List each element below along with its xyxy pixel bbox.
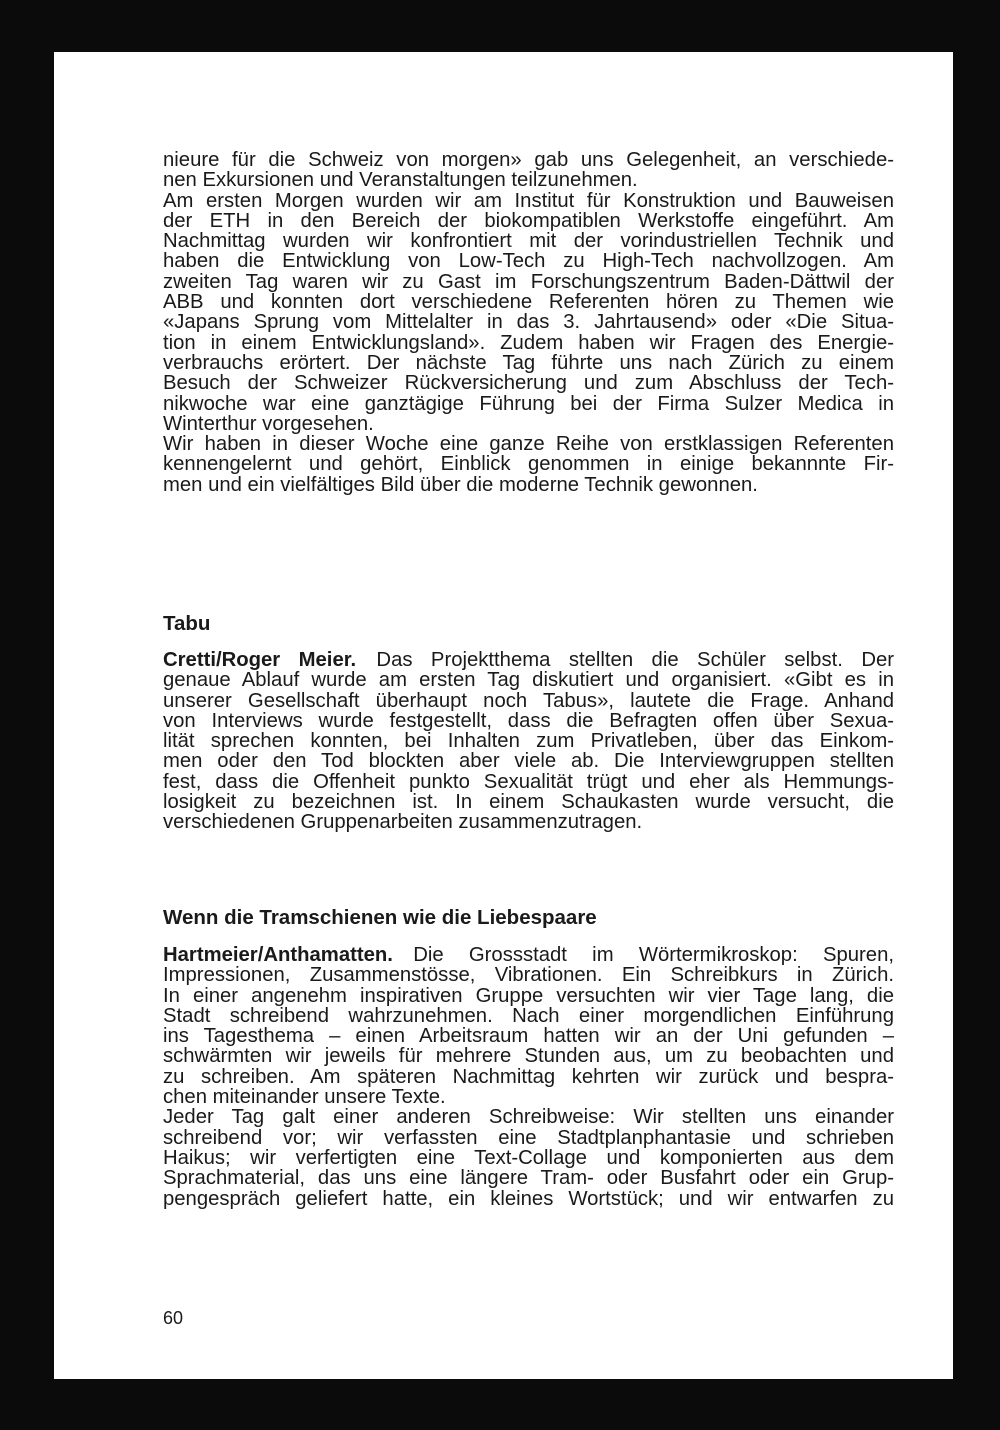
text-line xyxy=(163,1003,894,1027)
line-text: Am ersten Morgen wurden wir am Institut für Konstruktion und Bauweisen xyxy=(163,189,894,212)
line-text: Nachmittag wurden wir konfrontiert mit der vorindustriellen Technik und xyxy=(163,230,894,253)
line-text: Sprachmaterial, das uns eine längere Tram- oder Busfahrt oder ein Grup- xyxy=(163,1167,894,1190)
section-heading-tramschienen: Wenn die Tramschienen wie die Liebespaare xyxy=(163,906,597,929)
line-text: schreibend vor; wir verfassten eine Stadtplanphantasie und schrieben xyxy=(163,1126,894,1149)
line-text: Die Grossstadt im Wörtermikroskop: Spuren, xyxy=(413,944,894,966)
text-line xyxy=(163,330,894,354)
text-line xyxy=(163,289,894,314)
text-line xyxy=(163,983,894,1007)
text-line xyxy=(163,647,894,671)
line-text: pengespräch geliefert hatte, ein kleines Wortstück; und wir entwarfen zu xyxy=(163,1187,894,1210)
text-line xyxy=(163,1023,894,1048)
line-text: Impressionen, Zusammenstösse, Vibrationen. Ein Schreibkurs in Zürich. xyxy=(163,964,894,987)
line-text: fest, dass die Offenheit punkto Sexualität trügt und eher als Hemmungs- xyxy=(163,770,894,793)
line-text: nieure für die Schweiz von morgen» gab uns Gelegenheit, an verschiede- xyxy=(163,149,894,171)
line-text: zweiten Tag waren wir zu Gast im Forschungszentrum Baden-Dättwil der xyxy=(163,270,894,293)
line-text: nen Exkursionen und Veranstaltungen teilzunehmen. xyxy=(163,169,638,192)
line-text: Haikus; wir verfertigten eine Text-Collage und komponierten aus dem xyxy=(163,1146,894,1169)
text-line xyxy=(163,228,894,253)
text-line xyxy=(163,1165,894,1190)
line-text: Winterthur vorgesehen. xyxy=(163,412,374,435)
line-text: kennengelernt und gehört, Einblick genommen in einige bekannnte Fir- xyxy=(163,453,894,476)
line-text: Jeder Tag galt einer anderen Schreibweise: Wir stellten uns einander xyxy=(163,1106,894,1129)
line-text: ABB und konnten dort verschiedene Referenten hören zu Themen wie xyxy=(163,291,894,314)
author-runin: Hartmeier/Anthamatten. xyxy=(163,944,393,966)
text-line xyxy=(163,1125,894,1149)
section-heading-tabu: Tabu xyxy=(163,612,211,635)
line-text: men oder den Tod blockten aber viele ab. Die Interviewgruppen stellten xyxy=(163,750,894,773)
text-line xyxy=(163,208,894,232)
text-line xyxy=(163,789,894,814)
line-text: ins Tagesthema – einen Arbeitsraum hatten wir an der Uni gefunden – xyxy=(163,1025,894,1048)
text-line xyxy=(163,748,894,773)
line-text: Wir haben in dieser Woche eine ganze Reihe von erstklassigen Referenten xyxy=(163,433,894,456)
line-text: verschiedenen Gruppenarbeiten zusammenzutragen. xyxy=(163,811,643,834)
line-text: verbrauchs erörtert. Der nächste Tag führte uns nach Zürich zu einem xyxy=(163,351,894,374)
text-line xyxy=(163,1043,894,1068)
text-line xyxy=(163,688,894,712)
line-text: schwärmten wir jeweils für mehrere Stunden aus, um zu beobachten und xyxy=(163,1045,894,1068)
text-line xyxy=(163,188,894,212)
text-line xyxy=(163,269,894,293)
text-line xyxy=(163,962,894,987)
intro-section xyxy=(163,147,894,496)
text-line xyxy=(163,431,894,456)
author-runin: Cretti/Roger Meier. xyxy=(163,649,357,671)
tramschienen-section xyxy=(163,942,894,1210)
line-text: haben die Entwicklung von Low-Tech zu High-Tech nachvollzogen. Am xyxy=(163,250,894,273)
line-text: zu schreiben. Am späteren Nachmittag kehrten wir zurück und bespra- xyxy=(163,1065,894,1088)
page-number: 60 xyxy=(163,1308,184,1328)
text-line xyxy=(163,309,894,334)
line-text: In einer angenehm inspirativen Gruppe versuchten wir vier Tage lang, die xyxy=(163,984,894,1007)
text-line xyxy=(163,248,894,273)
text-line xyxy=(163,350,894,374)
text-line xyxy=(163,391,894,415)
line-text: lität sprechen konnten, bei Inhalten zum Privatleben, über das Einkom- xyxy=(163,730,894,753)
tabu-section xyxy=(163,647,894,834)
line-text: Besuch der Schweizer Rückversicherung und zum Abschluss der Tech- xyxy=(163,372,894,395)
text-line xyxy=(163,451,894,476)
text-line xyxy=(163,1064,894,1088)
line-text: tion in einem Entwicklungsland». Zudem haben wir Fragen des Energie- xyxy=(163,331,894,354)
line-text: genaue Ablauf wurde am ersten Tag diskutiert und organisiert. «Gibt es in xyxy=(163,669,894,692)
line-text: Das Projektthema stellten die Schüler selbst. Der xyxy=(376,649,894,671)
text-line xyxy=(163,942,894,966)
line-text: «Japans Sprung vom Mittelalter in das 3. Jahrtausend» oder «Die Situa- xyxy=(163,311,894,334)
text-line xyxy=(163,769,894,793)
text-line xyxy=(163,1145,894,1169)
text-line xyxy=(163,708,894,732)
line-text: losigkeit zu bezeichnen ist. In einem Schaukasten wurde versucht, die xyxy=(163,791,894,814)
line-text: von Interviews wurde festgestellt, dass die Befragten offen über Sexua- xyxy=(163,709,894,732)
line-text: men und ein vielfältiges Bild über die moderne Technik gewonnen. xyxy=(163,473,758,496)
text-line xyxy=(163,370,894,395)
text-line xyxy=(163,147,894,171)
text-line xyxy=(163,667,894,692)
text-line xyxy=(163,1104,894,1129)
document-page xyxy=(54,52,953,1379)
text-line xyxy=(163,1186,894,1210)
line-text: unserer Gesellschaft überhaupt noch Tabus», lautete die Frage. Anhand xyxy=(163,689,894,712)
line-text: nikwoche war eine ganztägige Führung bei der Firma Sulzer Medica in xyxy=(163,392,894,415)
line-text: der ETH in den Bereich der biokompatiblen Werkstoffe eingeführt. Am xyxy=(163,209,894,232)
line-text: chen miteinander unsere Texte. xyxy=(163,1086,446,1109)
line-text: Stadt schreibend wahrzunehmen. Nach einer morgendlichen Einführung xyxy=(163,1004,894,1027)
text-line xyxy=(163,728,894,753)
